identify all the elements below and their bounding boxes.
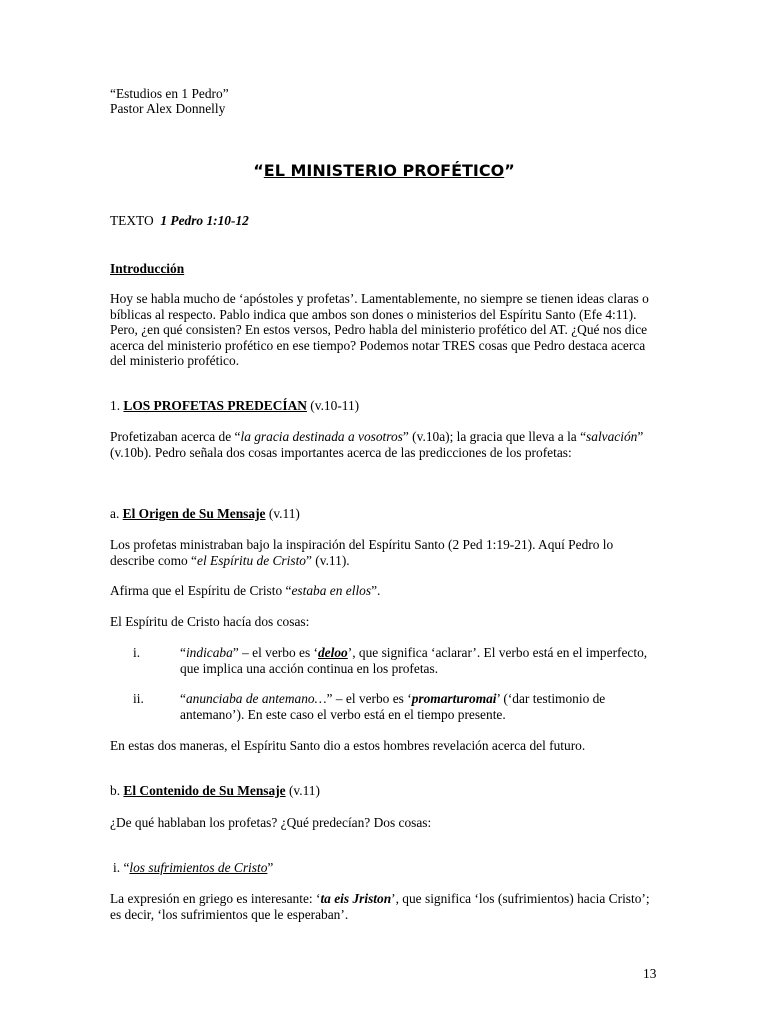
texto-label: TEXTO bbox=[110, 213, 154, 228]
subsection-a-ref: (v.11) bbox=[268, 506, 300, 521]
page-title bbox=[0, 163, 768, 179]
subsection-a-heading bbox=[110, 506, 658, 522]
scripture-text-line bbox=[110, 213, 658, 229]
text-run: ” (v.10a); la gracia que lleva a la “ bbox=[402, 429, 587, 444]
subsection-b-paragraph-1: ¿De qué hablaban los profetas? ¿Qué predecían? Dos cosas: bbox=[110, 815, 432, 830]
text-run: “ bbox=[123, 860, 130, 875]
text-run: “ bbox=[180, 645, 186, 660]
greek-term: promarturomai bbox=[411, 691, 497, 706]
text-run: ” – el verbo es ‘ bbox=[326, 691, 412, 706]
text-run: ’, que significa ‘aclarar’. El verbo está en el imperfecto, que implica una acción continua en los profetas. bbox=[180, 645, 648, 676]
text-run: La expresión en griego es interesante: ‘ bbox=[110, 891, 321, 906]
subsection-a-title: El Origen de Su Mensaje bbox=[122, 506, 266, 521]
page-number: 13 bbox=[643, 966, 657, 981]
title-text: EL MINISTERIO PROFÉTICO bbox=[263, 161, 505, 180]
list-item bbox=[180, 691, 650, 722]
text-run: Profetizaban acerca de “ bbox=[110, 429, 241, 444]
list-item-numeral: ii. bbox=[133, 691, 144, 706]
section-1-title: LOS PROFETAS PREDECÍAN bbox=[123, 398, 307, 413]
subsection-b-paragraph-2 bbox=[110, 891, 658, 922]
text-run: ” bbox=[267, 860, 274, 875]
subsection-a-paragraph-4: En estas dos maneras, el Espíritu Santo dio a estos hombres revelación acerca del futuro. bbox=[110, 738, 586, 753]
subsection-a-letter: a. bbox=[110, 506, 120, 521]
text-run: ” (v.10b). Pedro señala dos cosas importantes acerca de las predicciones de los profetas: bbox=[110, 429, 644, 460]
quoted-phrase: indicaba bbox=[185, 645, 233, 660]
list-item bbox=[180, 645, 650, 676]
text-run: ’, que significa ‘los (sufrimientos) hacia Cristo’; es decir, ‘los sufrimientos que le esperaban’. bbox=[110, 891, 650, 922]
scripture-reference: 1 Pedro 1:10-12 bbox=[160, 213, 249, 228]
author-name: Pastor Alex Donnelly bbox=[110, 101, 226, 116]
text-run: Los profetas ministraban bajo la inspiración del Espíritu Santo (2 Ped 1:19-21). Aquí Pedro lo describe como “ bbox=[110, 537, 614, 568]
subsection-a-paragraph-1 bbox=[110, 537, 658, 568]
text-run: “ bbox=[180, 691, 186, 706]
quoted-phrase: estaba en ellos bbox=[291, 583, 372, 598]
subsection-a-paragraph-3: El Espíritu de Cristo hacía dos cosas: bbox=[110, 614, 310, 629]
text-run: Afirma que el Espíritu de Cristo “ bbox=[110, 583, 292, 598]
subsection-b-heading bbox=[110, 783, 658, 799]
series-title: “Estudios en 1 Pedro” bbox=[110, 86, 229, 101]
text-run: ” – el verbo es ‘ bbox=[232, 645, 318, 660]
section-1-ref: (v.10-11) bbox=[310, 398, 360, 413]
subsection-b-item-heading bbox=[113, 860, 661, 876]
subsection-b-ref: (v.11) bbox=[288, 783, 320, 798]
text-run: ”. bbox=[371, 583, 381, 598]
quoted-phrase: anunciaba de antemano… bbox=[185, 691, 327, 706]
list-item-numeral: i. bbox=[133, 645, 141, 660]
quoted-phrase: el Espíritu de Cristo bbox=[197, 552, 306, 568]
section-1-heading bbox=[110, 398, 658, 414]
subsection-b-letter: b. bbox=[110, 783, 121, 798]
text-run: ’ (‘dar testimonio de antemano’). En este caso el verbo está en el tiempo presente. bbox=[180, 691, 606, 722]
greek-term: deloo bbox=[317, 645, 348, 660]
quoted-phrase: la gracia destinada a vosotros bbox=[240, 429, 403, 444]
text-run: ” (v.11). bbox=[306, 552, 350, 568]
title-close-quote: ” bbox=[504, 161, 515, 180]
subsection-b-title: El Contenido de Su Mensaje bbox=[123, 783, 286, 798]
item-title: los sufrimientos de Cristo bbox=[129, 860, 268, 875]
section-1-paragraph bbox=[110, 429, 658, 460]
list-item-numeral: i. bbox=[113, 860, 121, 875]
quoted-phrase: salvación bbox=[586, 429, 638, 444]
section-1-number: 1. bbox=[110, 398, 121, 413]
subsection-a-paragraph-2 bbox=[110, 583, 658, 599]
title-open-quote: “ bbox=[253, 161, 264, 180]
greek-term: ta eis Jriston bbox=[320, 891, 392, 906]
intro-paragraph: Hoy se habla mucho de ‘apóstoles y profetas’. Lamentablemente, no siempre se tienen ideas claras o bíblicas al respecto. Pablo indica que ambos son dones o ministerios del Espíritu Santo (Efe 4:11). Pero, ¿en qué consisten? En estos versos, Pedro habla del ministerio profético del AT. ¿Qué nos dice acerca del ministerio profético en ese tiempo? Podemos notar TRES cosas que Pedro destaca acerca del ministerio profético. bbox=[110, 291, 649, 368]
intro-heading: Introducción bbox=[110, 261, 185, 276]
